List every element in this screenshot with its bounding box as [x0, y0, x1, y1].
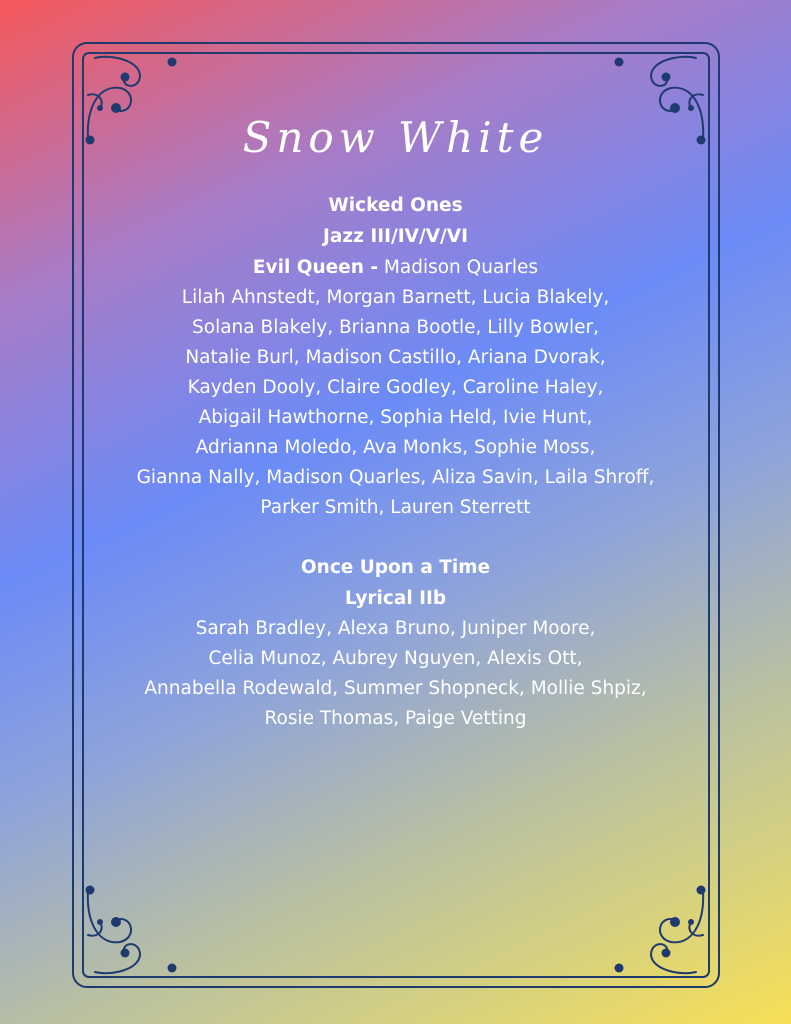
cast-line: Adrianna Moledo, Ava Monks, Sophie Moss, — [195, 437, 596, 458]
cast-line: Abigail Hawthorne, Sophia Held, Ivie Hunt, — [198, 407, 593, 428]
class-level: Jazz III/IV/V/VI — [323, 226, 468, 247]
cast-line: Celia Munoz, Aubrey Nguyen, Alexis Ott, — [208, 648, 583, 669]
lead-role-line — [80, 252, 711, 283]
cast-list — [80, 283, 711, 523]
cast-line: Solana Blakely, Brianna Bootle, Lilly Bowler, — [192, 317, 599, 338]
cast-line: Gianna Nally, Madison Quarles, Aliza Savin, Laila Shroff, — [136, 467, 655, 488]
cast-line: Parker Smith, Lauren Sterrett — [260, 497, 531, 518]
cast-line: Kayden Dooly, Claire Godley, Caroline Haley, — [187, 377, 604, 398]
lead-role: Evil Queen - — [252, 257, 379, 278]
section-divider — [80, 523, 711, 552]
section-name: Wicked Ones — [328, 195, 463, 216]
section-name: Once Upon a Time — [300, 557, 491, 578]
cast-line: Natalie Burl, Madison Castillo, Ariana Dvorak, — [185, 347, 606, 368]
class-level: Lyrical IIb — [344, 588, 447, 609]
section-wicked-ones — [80, 190, 711, 523]
page-title: Snow White — [242, 113, 549, 162]
cast-line: Lilah Ahnstedt, Morgan Barnett, Lucia Blakely, — [181, 287, 610, 308]
cast-line: Sarah Bradley, Alexa Bruno, Juniper Moore, — [195, 618, 596, 639]
program-page — [80, 108, 711, 734]
cast-list — [80, 614, 711, 734]
section-once-upon-a-time — [80, 552, 711, 734]
cast-line: Annabella Rodewald, Summer Shopneck, Mollie Shpiz, — [144, 678, 647, 699]
lead-name: Madison Quarles — [383, 257, 539, 278]
cast-line: Rosie Thomas, Paige Vetting — [264, 708, 527, 729]
